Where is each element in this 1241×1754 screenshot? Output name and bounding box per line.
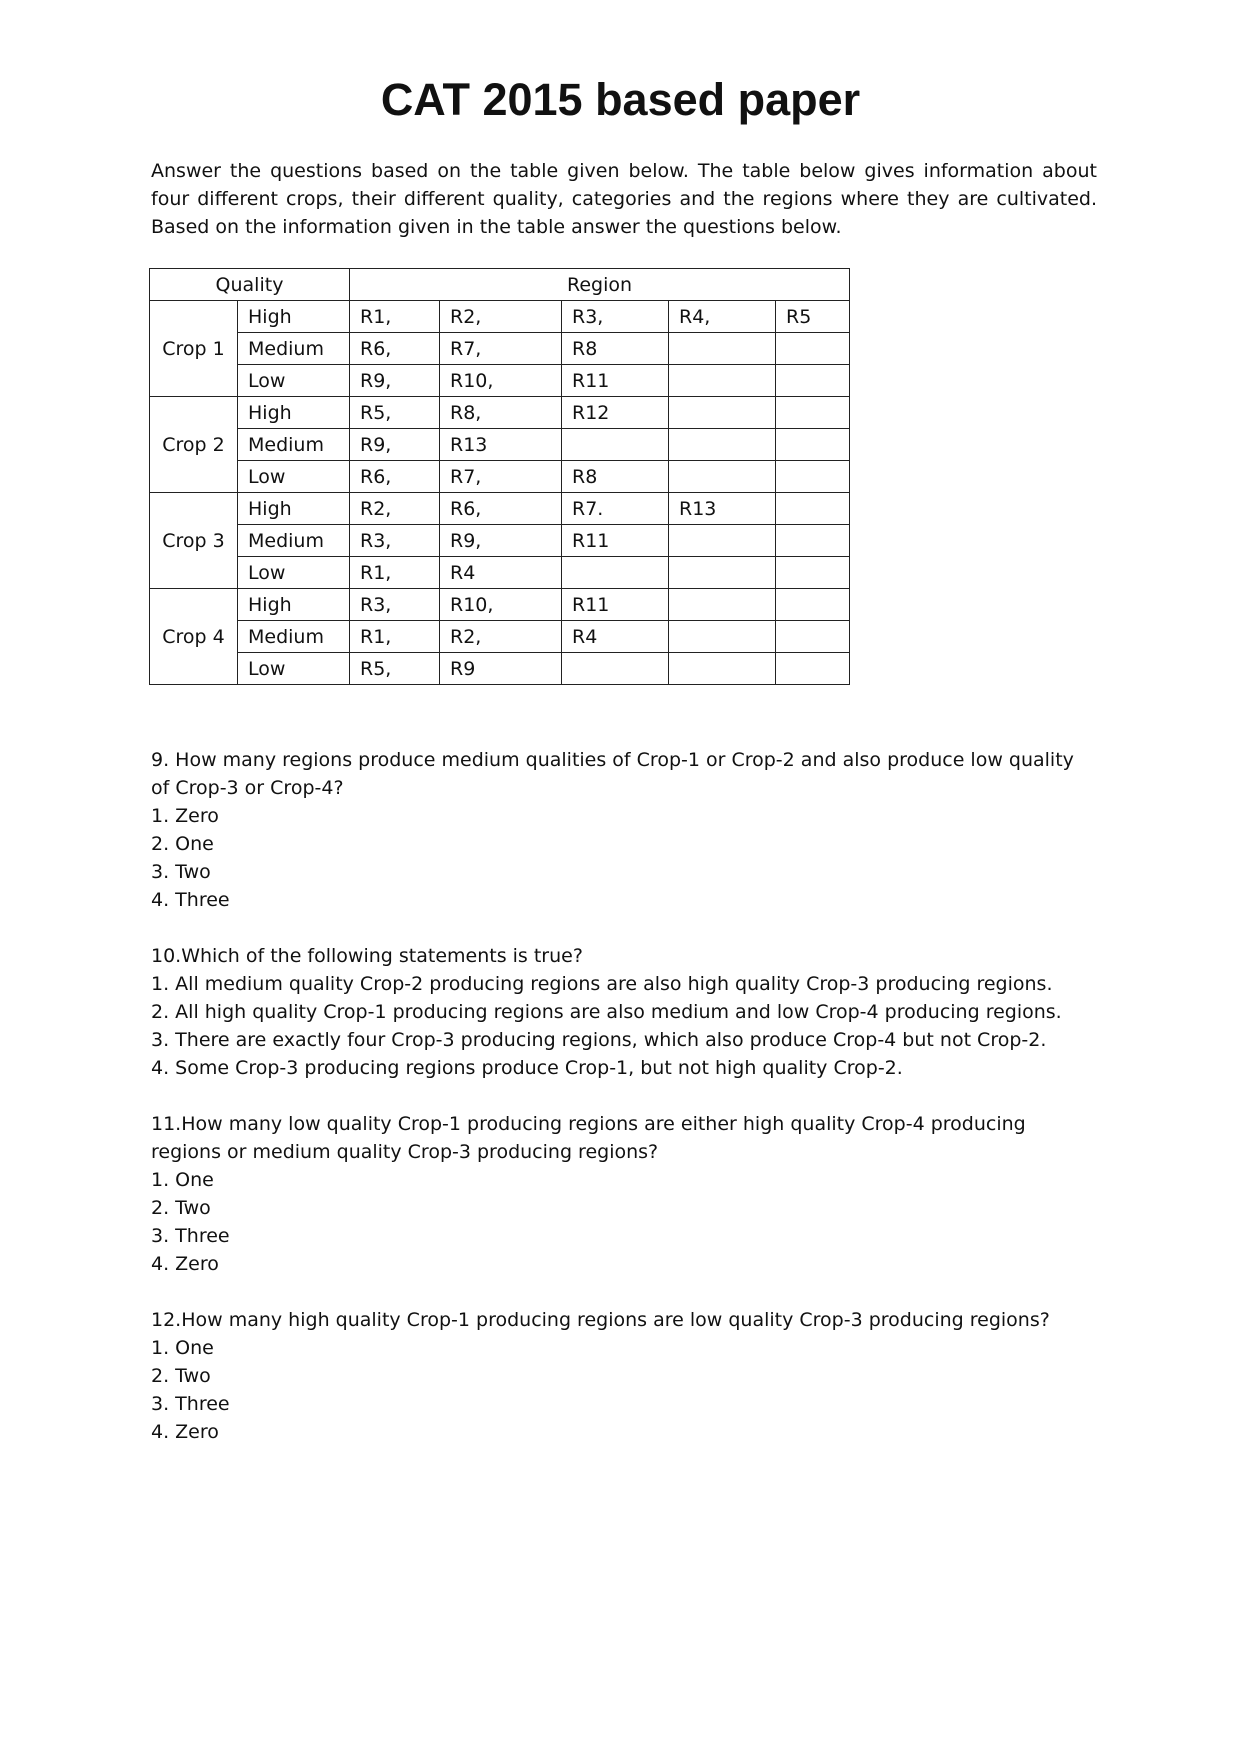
region-cell: R2,: [440, 621, 562, 653]
answer-option: 4. Zero: [151, 1421, 219, 1443]
region-header: Region: [350, 269, 850, 301]
answer-option: 1. Zero: [151, 805, 219, 827]
region-cell: R4,: [669, 301, 776, 333]
region-cell: R8: [562, 333, 669, 365]
region-cell: R7,: [440, 333, 562, 365]
answer-option: 2. All high quality Crop-1 producing regions are also medium and low Crop-4 producing regions.: [151, 1001, 1062, 1023]
region-cell: [669, 397, 776, 429]
region-cell: [776, 365, 850, 397]
region-cell: [669, 589, 776, 621]
question-block: [151, 746, 1097, 914]
crop-name-cell: Crop 1: [150, 301, 238, 397]
table-row: [150, 653, 850, 685]
region-cell: [776, 557, 850, 589]
answer-option: 1. One: [151, 1337, 214, 1359]
region-cell: [669, 653, 776, 685]
quality-cell: High: [238, 589, 350, 621]
table-row: [150, 333, 850, 365]
region-cell: R3,: [562, 301, 669, 333]
question-text: 12.How many high quality Crop-1 producing regions are low quality Crop-3 producing regions?: [151, 1309, 1050, 1331]
answer-option: 3. There are exactly four Crop-3 producing regions, which also produce Crop-4 but not Crop-2.: [151, 1029, 1047, 1051]
region-cell: [776, 397, 850, 429]
region-cell: R13: [669, 493, 776, 525]
table-row: [150, 397, 850, 429]
region-cell: R8,: [440, 397, 562, 429]
region-cell: R2,: [440, 301, 562, 333]
region-cell: R5,: [350, 653, 440, 685]
region-cell: [776, 461, 850, 493]
answer-option: 4. Three: [151, 889, 230, 911]
quality-cell: Low: [238, 461, 350, 493]
region-cell: [669, 365, 776, 397]
table-row: [150, 301, 850, 333]
quality-cell: Low: [238, 365, 350, 397]
region-cell: R4: [440, 557, 562, 589]
table-row: [150, 589, 850, 621]
answer-option: 1. All medium quality Crop-2 producing regions are also high quality Crop-3 producing regions.: [151, 973, 1053, 995]
region-cell: R3,: [350, 525, 440, 557]
quality-cell: Low: [238, 653, 350, 685]
region-cell: R6,: [350, 333, 440, 365]
quality-cell: Medium: [238, 525, 350, 557]
region-cell: R12: [562, 397, 669, 429]
region-cell: R9,: [440, 525, 562, 557]
region-cell: R1,: [350, 301, 440, 333]
answer-option: 3. Three: [151, 1225, 230, 1247]
quality-cell: High: [238, 493, 350, 525]
quality-header: Quality: [150, 269, 350, 301]
region-cell: [669, 557, 776, 589]
table-row: [150, 525, 850, 557]
region-cell: R8: [562, 461, 669, 493]
quality-cell: Low: [238, 557, 350, 589]
region-cell: [562, 429, 669, 461]
region-cell: R10,: [440, 365, 562, 397]
quality-cell: High: [238, 397, 350, 429]
quality-cell: Medium: [238, 621, 350, 653]
table-body: [150, 269, 850, 685]
region-cell: R6,: [350, 461, 440, 493]
region-cell: R13: [440, 429, 562, 461]
region-cell: R7.: [562, 493, 669, 525]
region-cell: R10,: [440, 589, 562, 621]
answer-option: 2. Two: [151, 1365, 211, 1387]
region-cell: [669, 461, 776, 493]
region-cell: [776, 525, 850, 557]
region-cell: [669, 429, 776, 461]
region-cell: [776, 429, 850, 461]
question-text: 10.Which of the following statements is true?: [151, 945, 583, 967]
table-row: [150, 461, 850, 493]
region-cell: R4: [562, 621, 669, 653]
table-row: [150, 621, 850, 653]
answer-option: 2. Two: [151, 1197, 211, 1219]
answer-option: 3. Three: [151, 1393, 230, 1415]
region-cell: R6,: [440, 493, 562, 525]
table-row: [150, 557, 850, 589]
answer-option: 2. One: [151, 833, 214, 855]
region-cell: [669, 621, 776, 653]
region-cell: [776, 653, 850, 685]
region-cell: [776, 589, 850, 621]
region-cell: R2,: [350, 493, 440, 525]
question-text: 11.How many low quality Crop-1 producing regions are either high quality Crop-4 producing regions or medium quality Crop-3 producing regions?: [151, 1113, 1026, 1163]
question-block: [151, 1306, 1097, 1446]
region-cell: R11: [562, 589, 669, 621]
region-cell: R5,: [350, 397, 440, 429]
crop-name-cell: Crop 2: [150, 397, 238, 493]
answer-option: 1. One: [151, 1169, 214, 1191]
question-block: [151, 1110, 1097, 1278]
table-row: [150, 365, 850, 397]
quality-cell: Medium: [238, 429, 350, 461]
table-row: [150, 429, 850, 461]
table-row: [150, 493, 850, 525]
region-cell: [776, 333, 850, 365]
region-cell: [776, 621, 850, 653]
answer-option: 4. Some Crop-3 producing regions produce Crop-1, but not high quality Crop-2.: [151, 1057, 903, 1079]
region-cell: [669, 333, 776, 365]
region-cell: R1,: [350, 557, 440, 589]
region-cell: R11: [562, 365, 669, 397]
crop-name-cell: Crop 3: [150, 493, 238, 589]
region-cell: R7,: [440, 461, 562, 493]
region-cell: R1,: [350, 621, 440, 653]
region-cell: [669, 525, 776, 557]
region-cell: [562, 557, 669, 589]
region-cell: [562, 653, 669, 685]
region-cell: [776, 493, 850, 525]
crop-region-table: [149, 268, 850, 685]
crop-name-cell: Crop 4: [150, 589, 238, 685]
region-cell: R9,: [350, 429, 440, 461]
table-header-row: [150, 269, 850, 301]
page-title: CAT 2015 based paper: [380, 74, 861, 125]
answer-option: 3. Two: [151, 861, 211, 883]
quality-cell: High: [238, 301, 350, 333]
question-text: 9. How many regions produce medium qualities of Crop-1 or Crop-2 and also produce low quality of Crop-3 or Crop-4?: [151, 749, 1074, 799]
region-cell: R3,: [350, 589, 440, 621]
question-block: [151, 942, 1097, 1082]
region-cell: R9: [440, 653, 562, 685]
quality-cell: Medium: [238, 333, 350, 365]
region-cell: R5: [776, 301, 850, 333]
answer-option: 4. Zero: [151, 1253, 219, 1275]
intro-paragraph: Answer the questions based on the table given below. The table below gives information about four different crops, their different quality, categories and the regions where they are cultivated. Based on the information given in the table answer the questions below.: [151, 160, 1097, 238]
region-cell: R11: [562, 525, 669, 557]
questions-section: [151, 746, 1097, 1474]
region-cell: R9,: [350, 365, 440, 397]
